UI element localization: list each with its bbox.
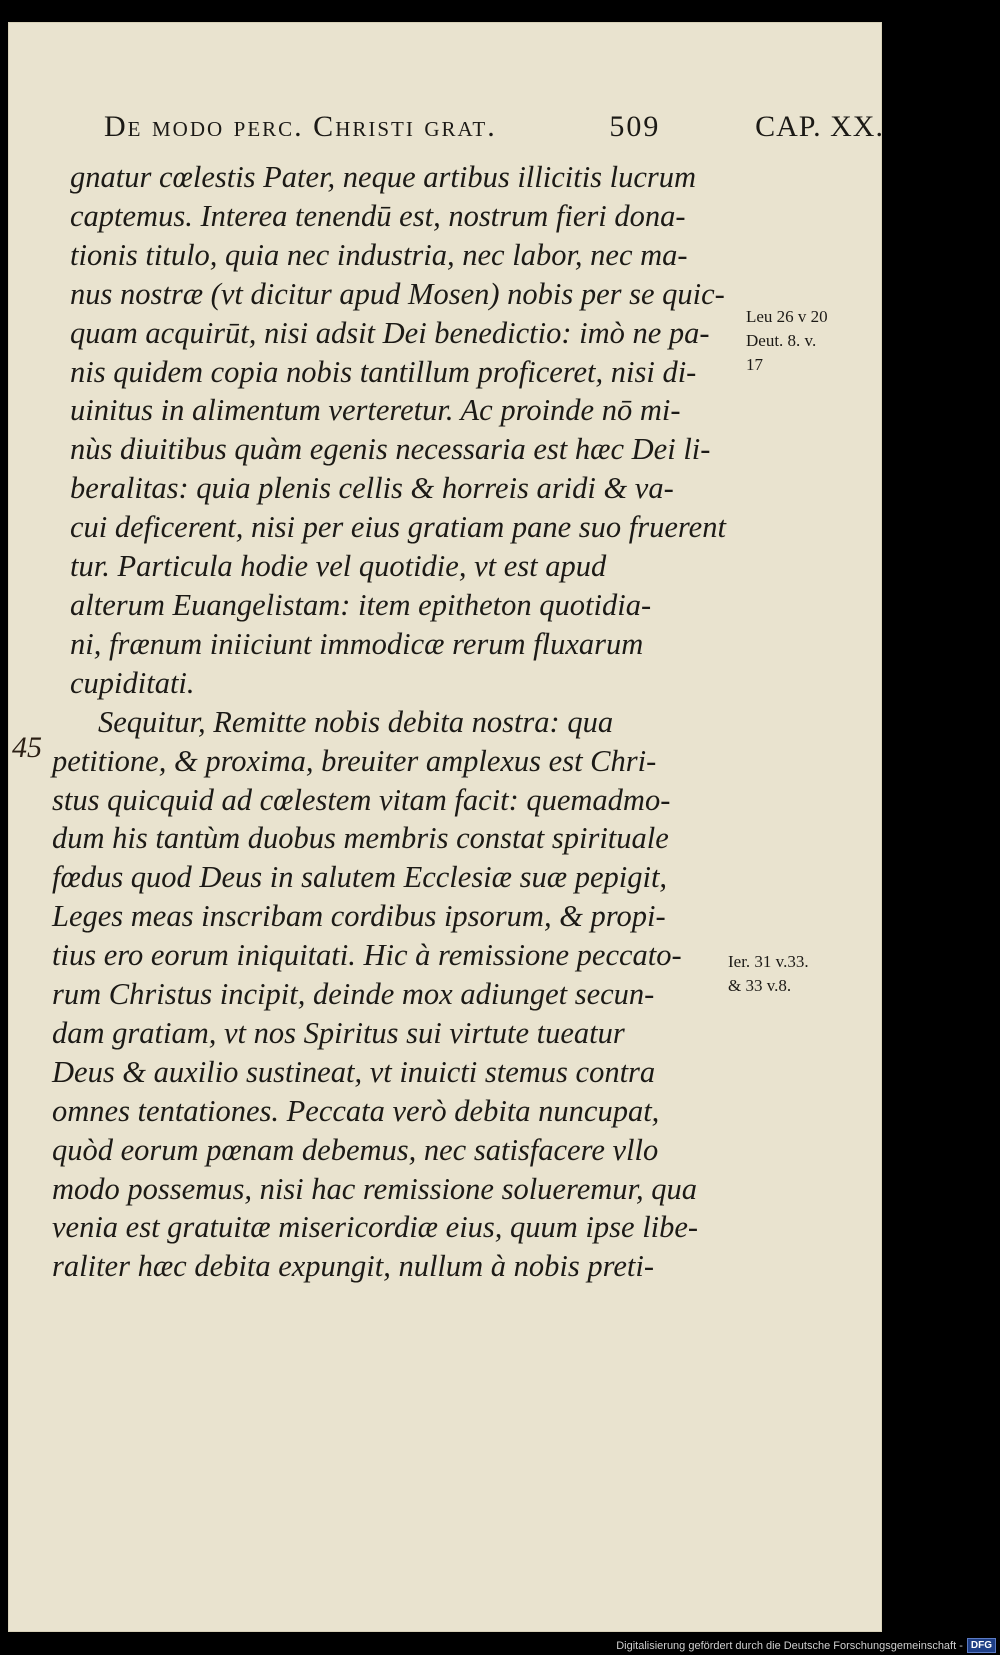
text-line: Deus & auxilio sustineat, vt inuicti stemus contra xyxy=(52,1054,656,1089)
margin-note-line: Deut. 8. v. xyxy=(746,331,817,350)
text-line: petitione, & proxima, breuiter amplexus est Chri- xyxy=(52,743,657,778)
body-text xyxy=(52,158,726,1286)
margin-note-line: & 33 v.8. xyxy=(728,976,792,995)
text-line: nus nostræ (vt dicitur apud Mosen) nobis per se quic- xyxy=(70,276,725,311)
text-line: dam gratiam, vt nos Spiritus sui virtute tueatur xyxy=(52,1015,625,1050)
text-line: omnes tentationes. Peccata verò debita nuncupat, xyxy=(52,1093,660,1128)
text-line: uinitus in alimentum verteretur. Ac proinde nō mi- xyxy=(70,393,681,428)
text-line: Leges meas inscribam cordibus ipsorum, & propi- xyxy=(52,899,666,934)
margin-verse-number: 45 xyxy=(12,731,42,764)
text-line: stus quicquid ad cœlestem vitam facit: quemadmo- xyxy=(52,782,671,817)
text-line: beralitas: quia plenis cellis & horreis aridi & va- xyxy=(70,471,674,506)
text-line: nùs diuitibus quàm egenis necessaria est hæc Dei li- xyxy=(70,432,711,467)
text-line: nis quidem copia nobis tantillum proficeret, nisi di- xyxy=(70,354,697,389)
text-line: rum Christus incipit, deinde mox adiunget secun- xyxy=(52,977,655,1012)
text-line: tionis titulo, quia nec industria, nec labor, nec ma- xyxy=(70,237,688,272)
margin-reference-jeremiah xyxy=(728,950,809,998)
text-line: quam acquirūt, nisi adsit Dei benedictio: imò ne pa- xyxy=(70,315,710,350)
dfg-logo-icon: DFG xyxy=(967,1638,996,1653)
text-line: captemus. Interea tenendū est, nostrum fieri dona- xyxy=(70,198,686,233)
margin-reference-leviticus xyxy=(746,305,828,377)
text-line: raliter hæc debita expungit, nullum à nobis preti- xyxy=(52,1249,655,1284)
text-line: tius ero eorum iniquitati. Hic à remissione peccato- xyxy=(52,938,682,973)
page-number: 509 xyxy=(609,110,661,143)
text-line: dum his tantùm duobus membris constat spirituale xyxy=(52,821,669,856)
paragraph-start-line: Sequitur, Remitte nobis debita nostra: qua xyxy=(98,704,614,739)
text-line: fœdus quod Deus in salutem Ecclesiæ suæ pepigit, xyxy=(52,860,668,895)
footer-credit: Digitalisierung gefördert durch die Deutsche Forschungsgemeinschaft - xyxy=(616,1639,963,1652)
text-line: gnatur cœlestis Pater, neque artibus illicitis lucrum xyxy=(70,160,697,194)
chapter-label: CAP. XX. xyxy=(755,110,884,143)
text-line: cui deficerent, nisi per eius gratiam pane suo fruerent xyxy=(70,510,726,545)
text-line: ni, frænum iniiciunt immodicæ rerum fluxarum xyxy=(70,626,644,661)
margin-note-line: Ier. 31 v.33. xyxy=(728,952,809,971)
margin-note-line: 17 xyxy=(746,355,763,374)
text-line: venia est gratuitæ misericordiæ eius, quum ipse libe- xyxy=(52,1210,699,1245)
text-line: quòd eorum pœnam debemus, nec satisfacere vllo xyxy=(52,1132,659,1167)
text-line: modo possemus, nisi hac remissione solueremur, qua xyxy=(52,1171,697,1206)
text-line: tur. Particula hodie vel quotidie, vt est apud xyxy=(70,549,607,584)
digitization-footer xyxy=(616,1638,996,1653)
running-head xyxy=(104,110,884,144)
text-line: cupiditati. xyxy=(70,665,195,700)
running-head-title: De modo perc. Christi grat. xyxy=(104,110,497,143)
margin-note-line: Leu 26 v 20 xyxy=(746,307,828,326)
text-line: alterum Euangelistam: item epitheton quotidia- xyxy=(70,587,652,622)
